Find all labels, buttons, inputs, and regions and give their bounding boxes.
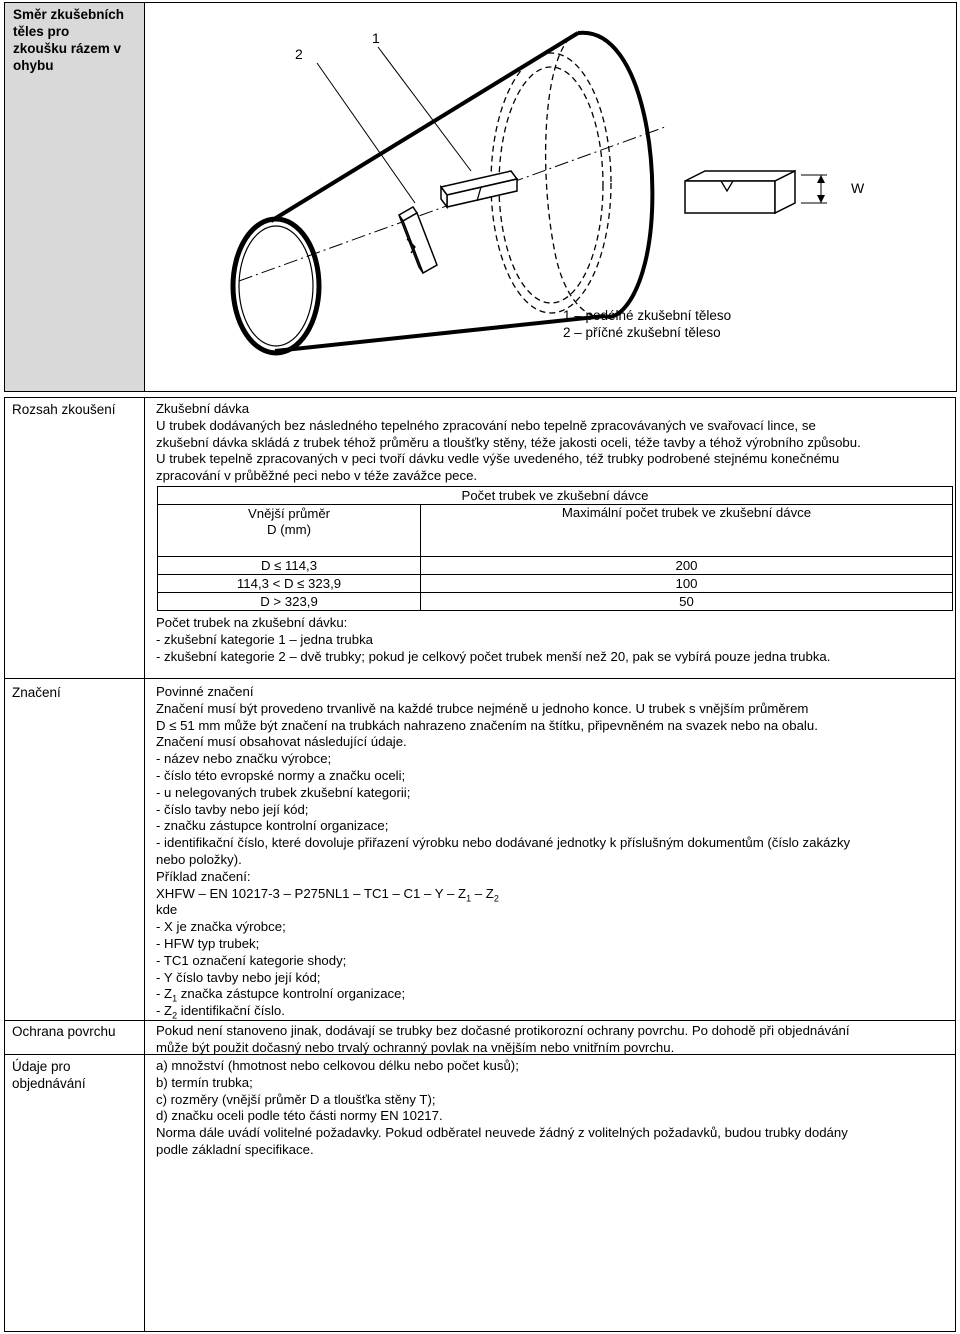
text-line: zkušební dávka skládá z trubek téhož průměru a tloušťky stěny, téže jakosti oceli, téže tavby a téhož výrobního způsobu.: [156, 434, 861, 450]
text-line: [156, 1003, 946, 1020]
col1-header-line: D (mm): [267, 522, 311, 537]
text-line: d) značku oceli podle této části normy EN 10217.: [156, 1108, 443, 1124]
ochrana-label: Ochrana povrchu: [12, 1024, 116, 1039]
pipe-back-hidden: [546, 33, 605, 317]
text-line: Pokud není stanoveno jinak, dodávají se trubky bez dočasné protikorozní ochrany povrchu. Po dohodě při objednávání: [156, 1023, 850, 1038]
text-line: U trubek tepelně zpracovaných v peci tvoří dávku vedle výše uvedeného, též trubky podrobené stejnému konečnému: [156, 451, 840, 467]
table-cell: 100: [421, 575, 953, 593]
pipe-back-end: [578, 33, 652, 317]
w-marker: W: [851, 180, 865, 196]
example-sub: 1: [466, 893, 472, 904]
figure-row: [4, 2, 957, 392]
specimen-orientation-figure: [145, 3, 956, 391]
pipe-top-edge: [271, 33, 578, 221]
document-page: [4, 2, 957, 1332]
rozsah-label: Rozsah zkoušení: [12, 402, 116, 417]
marker-1: 1: [372, 30, 380, 46]
text-line: U trubek dodávaných bez následného tepelného zpracování nebo tepelně zpracovávaných ve svařovací lince, se: [156, 417, 816, 433]
text-line: Příklad značení:: [156, 868, 251, 884]
text-line: c) rozměry (vnější průměr D a tloušťka stěny T);: [156, 1091, 436, 1107]
text-line: Povinné značení: [156, 684, 254, 699]
row-divider: [4, 1331, 956, 1332]
dim-arrow-down-icon: [817, 195, 825, 203]
row-divider: [4, 678, 956, 679]
text-line: Zkušební dávka: [156, 401, 250, 416]
col1-header: [158, 505, 421, 540]
label-column: [4, 397, 145, 1332]
text-line: b) termín trubka;: [156, 1074, 253, 1090]
text-line: - TC1 označení kategorie shody;: [156, 952, 347, 968]
text-line: může být použit dočasný nebo trvalý ochranný povlak na vnějším nebo vnitřním povrchu.: [156, 1039, 675, 1055]
udaje-label: [12, 1058, 86, 1092]
text-line: kde: [156, 902, 178, 918]
text-line: - číslo této evropské normy a značku oceli;: [156, 767, 406, 783]
table-cell: 50: [421, 593, 953, 611]
table-row: [158, 557, 953, 575]
marking-example: [156, 886, 946, 903]
z-text: - Z: [156, 986, 173, 1002]
text-line: - u nelegovaných trubek zkušební kategorii;: [156, 784, 411, 800]
label-line: těles pro: [13, 24, 70, 39]
table-row: [158, 575, 953, 593]
ochrana-text: [156, 1023, 946, 1057]
batch-size-table: [157, 486, 953, 611]
text-line: Značení musí obsahovat následující údaje.: [156, 734, 407, 750]
text-line: Norma dále uvádí volitelné požadavky. Pokud odběratel neuvede žádný z volitelných požadavků, budou trubky dodány: [156, 1125, 848, 1141]
text-line: - X je značka výrobce;: [156, 919, 286, 935]
text-line: podle základní specifikace.: [156, 1141, 314, 1157]
text-line: - název nebo značku výrobce;: [156, 751, 332, 767]
text-line: D ≤ 51 mm může být značení na trubkách nahrazeno značením na štítku, připevněném na svazek nebo na obalu.: [156, 717, 818, 733]
table-cell: D ≤ 114,3: [158, 557, 421, 575]
z-sub: 2: [172, 1010, 178, 1021]
caption-transverse: 2 – příčné zkušební těleso: [563, 325, 721, 340]
text-line: zpracování v průběžné peci nebo v téže zavážce pece.: [156, 468, 478, 484]
rozsah-text: [156, 401, 946, 485]
text-line: - Y číslo tavby nebo její kód;: [156, 969, 321, 985]
caption-longitudinal: 1 – podélné zkušební těleso: [563, 308, 732, 323]
znaceni-label: Značení: [12, 685, 61, 700]
figure-section-label: [5, 3, 145, 391]
text-line: - značku zástupce kontrolní organizace;: [156, 818, 389, 834]
label-line: ohybu: [13, 58, 54, 73]
pipe-drawing: [145, 3, 956, 391]
z-sub: 1: [172, 993, 178, 1004]
table-row: [158, 593, 953, 611]
row-divider: [4, 1020, 956, 1021]
pipe-front-inner: [239, 226, 313, 346]
text-line: - zkušební kategorie 1 – jedna trubka: [156, 631, 373, 647]
z-text: značka zástupce kontrolní organizace;: [177, 986, 406, 1002]
col2-header: Maximální počet trubek ve zkušební dávce: [421, 505, 953, 540]
label-line: Směr zkušebních: [13, 7, 125, 22]
table-cell: 114,3 < D ≤ 323,9: [158, 575, 421, 593]
table-cell: D > 323,9: [158, 593, 421, 611]
label-line: Údaje pro: [12, 1059, 71, 1074]
row-divider: [4, 397, 956, 398]
col1-header-line: Vnější průměr: [247, 506, 331, 521]
text-line: Značení musí být provedeno trvanlivě na každé trubce nejméně u jednoho konce. U trubek s vnějším průměrem: [156, 700, 809, 716]
z-text: - Z: [156, 1003, 173, 1019]
text-line: nebo položky).: [156, 851, 242, 867]
text-line: - zkušební kategorie 2 – dvě trubky; pokud je celkový počet trubek menší než 20, pak se vybírá pouze jedna trubka.: [156, 648, 831, 664]
text-line: - číslo tavby nebo její kód;: [156, 801, 309, 817]
example-sub: 2: [493, 893, 499, 904]
example-text: – Z: [471, 885, 494, 901]
dim-arrow-up-icon: [817, 175, 825, 183]
table-title: Počet trubek ve zkušební dávce: [158, 487, 953, 505]
table-cell: 200: [421, 557, 953, 575]
text-line: a) množství (hmotnost nebo celkovou délku nebo počet kusů);: [156, 1058, 519, 1073]
example-text: XHFW – EN 10217-3 – P275NL1 – TC1 – C1 – Y – Z: [156, 885, 467, 901]
udaje-text: [156, 1058, 946, 1159]
text-line: [156, 986, 946, 1003]
marker-2: 2: [295, 46, 303, 62]
label-line: zkoušku rázem v: [13, 41, 122, 56]
z-text: identifikační číslo.: [177, 1003, 285, 1019]
pipe-front-end: [233, 219, 319, 353]
znaceni-text: [156, 684, 946, 1020]
text-line: Počet trubek na zkušební dávku:: [156, 615, 348, 630]
text-line: - HFW typ trubek;: [156, 935, 260, 951]
text-line: - identifikační číslo, které dovoluje přiřazení výrobku nebo dodávané jednotky k příslušným dokumentům (číslo zakázky: [156, 835, 851, 851]
label-line: objednávání: [12, 1076, 86, 1091]
rozsah-after-text: [156, 615, 946, 665]
pipe-bottom-edge: [275, 316, 605, 351]
